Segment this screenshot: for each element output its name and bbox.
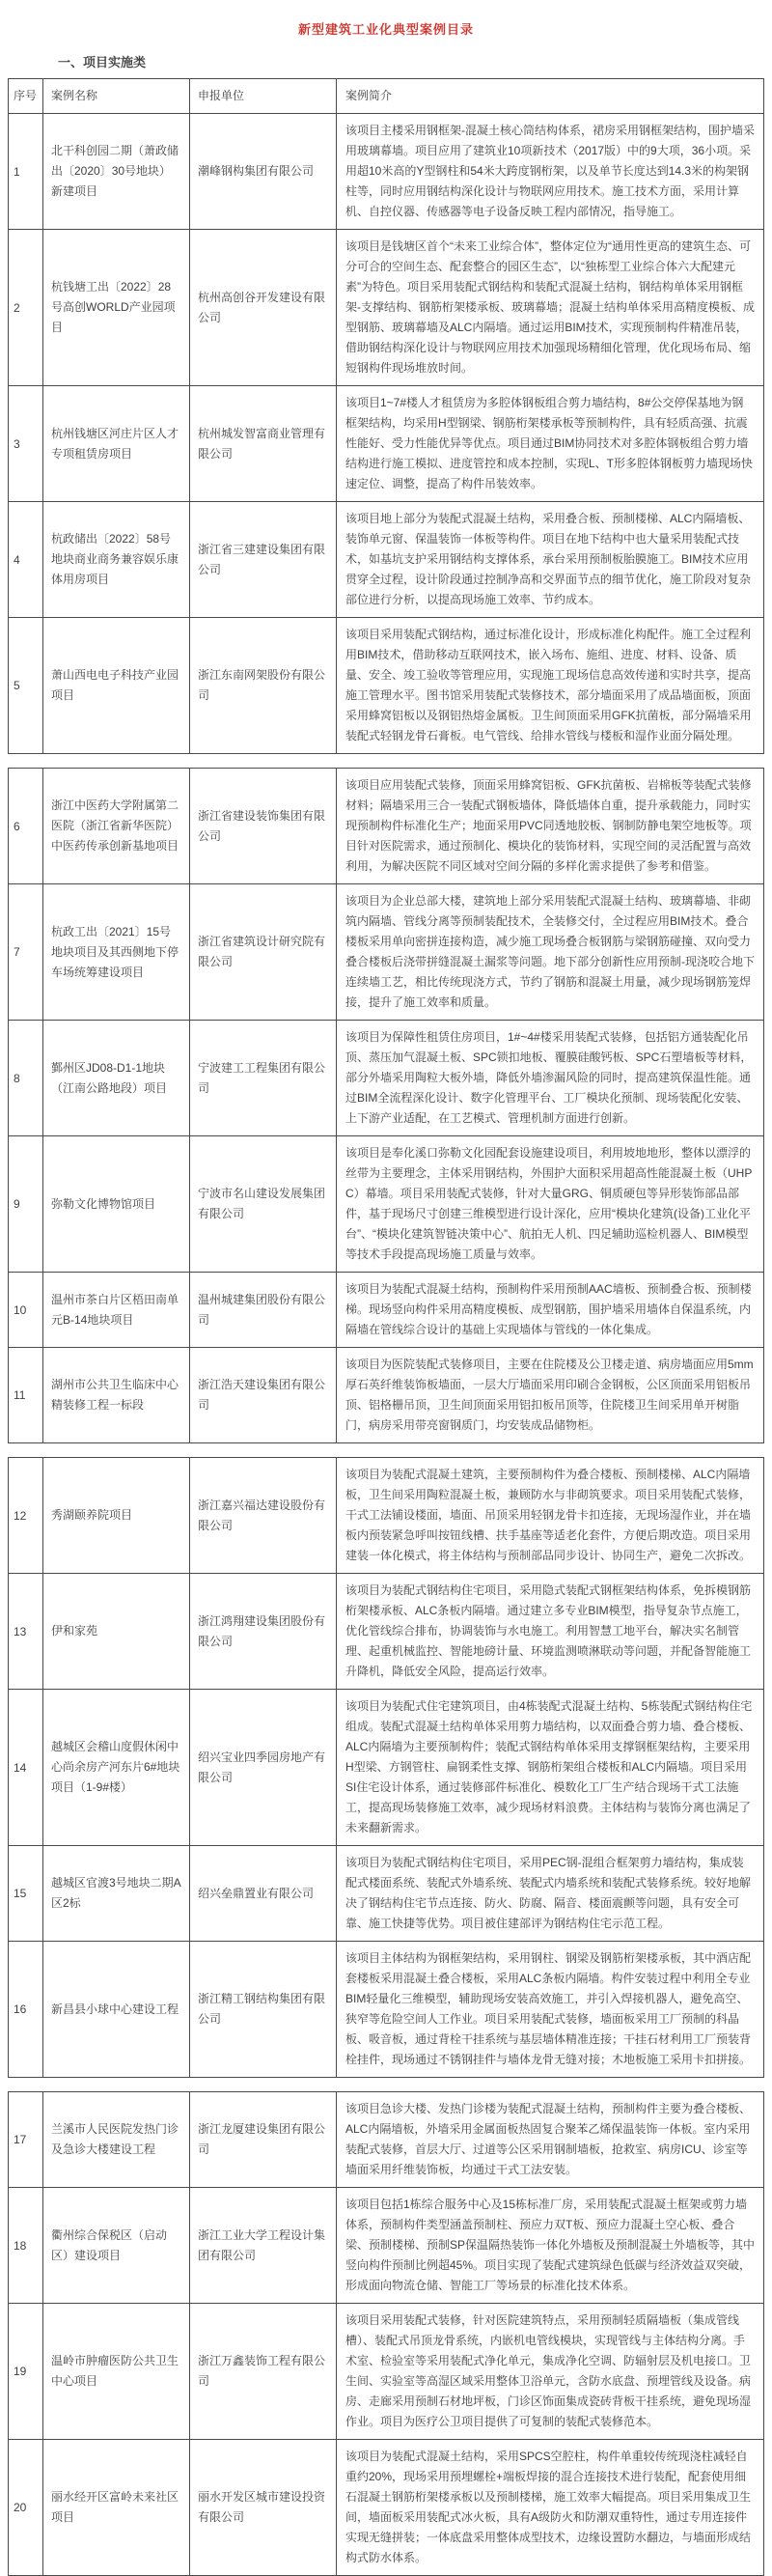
case-brief-cell: 该项目主楼采用钢框架-混凝土核心筒结构体系，裙房采用钢框架结构，围护墙采用玻璃幕墙。项目应用了建筑业10项新技术（2017版）中的9大项，36小项。采用超10米高的Y型钢柱和54米大跨度钢桁架，以及单节长度达到14.3米的构架钢柱等，同时应用钢结构深化设计与物联网应用技术。施工技术方面，采用计算机、自控仪器、传感器等电子设备反映工程内部情况，指导施工。 [337,114,764,230]
case-brief-cell: 该项目是钱塘区首个“未来工业综合体”，整体定位为“通用性更高的建筑生态、可分可合的空间生态、配套整合的园区生态”，以“独栋型工业综合体六大配建元素”为特色。项目采用装配式钢结构和装配式混凝土结构，钢结构单体采用钢框架-支撑结构、钢筋桁架楼承板、玻璃幕墙；混凝土结构单体采用高精度模板、成型钢筋、玻璃幕墙及ALC内隔墙。通过运用BIM技术，实现预制构件精准吊装，借助钢结构深化设计与物联网应用技术加强现场精细化管理，优化现场布局、缩短钢构件现场堆放时间。 [337,230,764,386]
table-blocks [8,78,764,2576]
case-number-cell: 12 [9,1458,43,1574]
column-header: 案例名称 [43,79,190,114]
applicant-cell: 浙江精工钢结构集团有限公司 [190,1942,337,2078]
table-row [9,114,764,230]
document-title: 新型建筑工业化典型案例目录 [297,22,474,37]
case-table-block [8,768,764,1443]
table-row [9,2092,764,2188]
case-name-cell: 北干科创园二期（萧政储出〔2020〕30号地块）新建项目 [43,114,190,230]
case-brief-cell: 该项目为保障性租赁住房项目，1#~4#楼采用装配式装修，包括铝方通装配化吊顶、蒸压加气混凝土板、SPC锁扣地板、覆膜硅酸钙板、SPC石塑墙板等材料，部分外墙采用陶粒大板外墙，降低外墙渗漏风险的同时，提高建筑保温性能。通过BIM全流程深化设计、数字化管理平台、工厂模块化预制、现场装配化安装、上下游产业适配，在工艺模式、管理机制方面进行创新。 [337,1021,764,1136]
case-number-cell: 4 [9,502,43,618]
case-name-cell: 新昌县小球中心建设工程 [43,1942,190,2078]
column-header: 案例简介 [337,79,764,114]
case-brief-cell: 该项目为装配式钢结构住宅项目，采用PEC钢-混组合框架剪力墙结构，集成装配式楼面系统、装配式外墙系统、装配式内墙系统和装配式装修系统。较好地解决了钢结构住宅节点连接、防火、防腐、隔音、楼面震颤等问题，具有安全可靠、施工快捷等优势。项目被住建部评为钢结构住宅示范工程。 [337,1846,764,1942]
section-heading: 一、项目实施类 [58,55,147,70]
applicant-cell: 潮峰钢构集团有限公司 [190,114,337,230]
case-number-cell: 18 [9,2188,43,2304]
case-brief-cell: 该项目为装配式钢结构住宅项目，采用隐式装配式钢框架结构体系，免拆模钢筋桁架楼承板、ALC条板内隔墙。通过建立多专业BIM模型，指导复杂节点施工，优化管线综合排布，协调装饰与水电施工。利用智慧工地平台，解决实名制管理、起重机械监控、智能地磅计量、环境监测喷淋联动等问题，并配备智能施工升降机，降低安全风险，提高运行效率。 [337,1574,764,1690]
case-number-cell: 14 [9,1690,43,1846]
case-number-cell: 10 [9,1273,43,1348]
column-header: 序号 [9,79,43,114]
table-row [9,386,764,502]
applicant-cell: 浙江省建设装饰集团有限公司 [190,769,337,884]
case-brief-cell: 该项目是奉化溪口弥勒文化园配套设施建设项目，利用坡地地形，整体以漂浮的丝带为主要理念，主体采用钢结构，外围护大面积采用超高性能混凝土板（UHPC）幕墙。项目采用装配式装修，针对大量GRG、铜质硬包等异形装饰部品部件，基于现场尺寸创建三维模型进行设计深化，应用“模块化建筑(设备)工业化平台”、“模块化建筑智链决策中心”、航拍无人机、四足辅助巡检机器人、BIM模型等技术手段提高现场施工质量与效率。 [337,1136,764,1273]
case-number-cell: 15 [9,1846,43,1942]
case-brief-cell: 该项目地上部分为装配式混凝土结构，采用叠合板、预制楼梯、ALC内隔墙板、装饰单元窗、保温装饰一体板等构件。项目在地下结构中也大量采用装配式技术，如基坑支护采用钢结构支撑体系，承台采用预制板胎膜施工。BIM技术应用贯穿全过程，设计阶段通过控制净高和交界面节点的细节优化，施工阶段对复杂部位进行分析，以提高现场施工效率、节约成本。 [337,502,764,618]
table-row [9,769,764,884]
case-number-cell: 6 [9,769,43,884]
case-name-cell: 杭钱塘工出〔2022〕28号高创WORLD产业园项目 [43,230,190,386]
applicant-cell: 浙江龙厦建设集团有限公司 [190,2092,337,2188]
applicant-cell: 绍兴宝业四季园房地产有限公司 [190,1690,337,1846]
applicant-cell: 宁波建工工程集团有限公司 [190,1021,337,1136]
case-brief-cell: 该项目为企业总部大楼，建筑地上部分采用装配式混凝土结构、玻璃幕墙、非砌筑内隔墙、管线分离等预制装配技术，全装修交付，全过程应用BIM技术。叠合楼板采用单向密拼连接构造，减少施工现场叠合板钢筋与梁钢筋碰撞、双向受力叠合楼板后浇带拼缝混凝土漏浆等问题。地下部分创新性应用预制-现浇咬合地下连续墙工艺，相比传统现浇方式，节约了钢筋和混凝土用量，减少现场钢筋笼焊接，提升了施工效率和质量。 [337,884,764,1021]
applicant-cell: 浙江鸿翔建设集团股份有限公司 [190,1574,337,1690]
case-table-block [8,78,764,754]
case-name-cell: 兰溪市人民医院发热门诊及急诊大楼建设工程 [43,2092,190,2188]
case-name-cell: 杭政储出〔2022〕58号地块商业商务兼容娱乐康体用房项目 [43,502,190,618]
table-row [9,1690,764,1846]
case-table-block [8,1457,764,2078]
case-number-cell: 7 [9,884,43,1021]
table-row [9,2188,764,2304]
table-row [9,1458,764,1574]
case-table-block [8,2091,764,2576]
applicant-cell: 浙江浩天建设集团有限公司 [190,1348,337,1443]
case-name-cell: 鄞州区JD08-D1-1地块（江南公路地段）项目 [43,1021,190,1136]
case-name-cell: 丽水经开区富岭未来社区项目 [43,2440,190,2576]
case-brief-cell: 该项目为医院装配式装修项目，主要在住院楼及公卫楼走道、病房墙面应用5mm厚石英纤维装饰板墙面，一层大厅墙面采用印刷合金钢板，公区顶面采用铝板吊顶、铝格栅吊顶，卫生间顶面采用铝扣板吊顶等，住院楼卫生间采用单开树脂门，病房采用带亮窗钢质门，均安装成品储物柜。 [337,1348,764,1443]
case-name-cell: 杭州钱塘区河庄片区人才专项租赁房项目 [43,386,190,502]
case-number-cell: 9 [9,1136,43,1273]
applicant-cell: 温州城建集团股份有限公司 [190,1273,337,1348]
case-name-cell: 衢州综合保税区（启动区）建设项目 [43,2188,190,2304]
applicant-cell: 浙江省建筑设计研究院有限公司 [190,884,337,1021]
table-row [9,1846,764,1942]
table-row [9,2304,764,2440]
table-row [9,1021,764,1136]
case-brief-cell: 该项目1~7#楼人才租赁房为多腔体钢板组合剪力墙结构，8#公交停保基地为钢框架结构，均采用H型钢梁、钢筋桁架楼承板等预制构件，具有轻质高强、抗震性能好、受力性能优异等优点。项目通过BIM协同技术对多腔体钢板组合剪力墙结构进行施工模拟、进度管控和成本控制，实现L、T形多腔体钢板剪力墙现场快速定位、调整，提高了构件吊装效率。 [337,386,764,502]
case-brief-cell: 该项目采用装配式钢结构，通过标准化设计，形成标准化构配件。施工全过程利用BIM技术，借助移动互联网技术，嵌入场布、施组、进度、材料、设备、质量、安全、竣工验收等管理应用，实现施工现场信息高效传递和实时共享，提高施工管理水平。图书馆采用装配式装修技术，部分墙面采用了成品墙面板，顶面采用蜂窝铝板以及钢铝热熔金属板。卫生间顶面采用GFK抗菌板，部分隔墙采用装配式轻钢龙骨石膏板。电气管线、给排水管线与楼板和湿作业面分隔处理。 [337,618,764,754]
table-row [9,1942,764,2078]
case-brief-cell: 该项目包括1栋综合服务中心及15栋标准厂房，采用装配式混凝土框架或剪力墙体系，预制构件类型涵盖预制柱、预应力双T板、预应力混凝土空心板、叠合梁、预制楼梯、预制SP保温隔热装饰一体化外墙板及预制混凝土外墙板等，其中竖向构件预制比例超45%。项目实现了装配式建筑绿色低碳与经济效益双突破，形成面向物流仓储、智能工厂等场景的标准化技术体系。 [337,2188,764,2304]
applicant-cell: 浙江省三建建设集团有限公司 [190,502,337,618]
table-row [9,1348,764,1443]
case-name-cell: 秀湖颐养院项目 [43,1458,190,1574]
case-number-cell: 8 [9,1021,43,1136]
case-number-cell: 1 [9,114,43,230]
case-name-cell: 萧山西电电子科技产业园项目 [43,618,190,754]
case-number-cell: 20 [9,2440,43,2576]
case-number-cell: 3 [9,386,43,502]
table-row [9,884,764,1021]
case-name-cell: 越城区会稽山度假休闲中心尚余房产河东片6#地块项目（1-9#楼） [43,1690,190,1846]
case-name-cell: 伊和家苑 [43,1574,190,1690]
case-brief-cell: 该项目采用装配式装修，针对医院建筑特点，采用预制轻质隔墙板（集成管线槽）、装配式吊顶龙骨系统，内嵌机电管线模块，实现管线与主体结构分离。手术室、检验室等采用装配式净化单元，集成净化空调、防辐射层及机电接口。卫生间、实验室等高湿区域采用整体卫浴单元，含防水底盘、预埋管线及设备。病房、走廊采用预制石材地坪板，门诊区饰面集成瓷砖背板干挂系统，避免现场湿作业。项目为医疗公卫项目提供了可复制的装配式装修范本。 [337,2304,764,2440]
applicant-cell: 杭州高创谷开发建设有限公司 [190,230,337,386]
applicant-cell: 丽水开发区城市建设投资有限公司 [190,2440,337,2576]
case-name-cell: 越城区官渡3号地块二期A区2标 [43,1846,190,1942]
applicant-cell: 浙江嘉兴福达建设股份有限公司 [190,1458,337,1574]
table-header-row [9,79,764,114]
applicant-cell: 浙江工业大学工程设计集团有限公司 [190,2188,337,2304]
applicant-cell: 浙江万鑫装饰工程有限公司 [190,2304,337,2440]
case-number-cell: 2 [9,230,43,386]
case-number-cell: 16 [9,1942,43,2078]
case-number-cell: 13 [9,1574,43,1690]
column-header: 申报单位 [190,79,337,114]
case-name-cell: 弥勒文化博物馆项目 [43,1136,190,1273]
table-row [9,230,764,386]
case-name-cell: 湖州市公共卫生临床中心精装修工程一标段 [43,1348,190,1443]
applicant-cell: 浙江东南网架股份有限公司 [190,618,337,754]
table-row [9,1136,764,1273]
case-number-cell: 17 [9,2092,43,2188]
table-row [9,1574,764,1690]
case-number-cell: 11 [9,1348,43,1443]
case-brief-cell: 该项目为装配式混凝土结构，预制构件采用预制AAC墙板、预制叠合板、预制楼梯。现场竖向构件采用高精度模板、成型钢筋，围护墙采用墙体自保温系统，内隔墙在管线综合设计的基础上实现墙体与管线的一体化集成。 [337,1273,764,1348]
case-name-cell: 温岭市肿瘤医防公共卫生中心项目 [43,2304,190,2440]
case-number-cell: 19 [9,2304,43,2440]
table-row [9,618,764,754]
case-name-cell: 温州市茶白片区梧田南单元B-14地块项目 [43,1273,190,1348]
applicant-cell: 宁波市名山建设发展集团有限公司 [190,1136,337,1273]
table-row [9,502,764,618]
applicant-cell: 绍兴垒鼎置业有限公司 [190,1846,337,1942]
case-name-cell: 浙江中医药大学附属第二医院（浙江省新华医院）中医药传承创新基地项目 [43,769,190,884]
case-brief-cell: 该项目为装配式混凝土结构，采用SPCS空腔柱，构件单重较传统现浇柱减轻自重约20%，现场采用预埋螺栓+端板焊接的混合连接技术进行装配，配套使用细石混凝土钢筋桁架楼承板以及预制楼梯，施工效率大幅提高。项目采用集成卫生间，墙面板采用装配式冰火板，具有A级防火和防潮双重特性，通过专用连接件实现无缝拼装；一体底盘采用整体成型技术，边缘设置防水翻边，与墙面形成结构式防水体系。 [337,2440,764,2576]
case-brief-cell: 该项目为装配式混凝土建筑，主要预制构件为叠合楼板、预制楼梯、ALC内隔墙板，卫生间采用陶粒混凝土板，兼顾防水与非砌筑要求。项目采用装配式装修，干式工法铺设楼面，墙面、吊顶采用轻钢龙骨卡扣连接，无现场湿作业，并在墙板内预装紧急呼叫按钮线槽、扶手基座等适老化套件，方便后期改造。项目采用建装一体化模式，将主体结构与预制部品同步设计、协同生产，避免二次拆改。 [337,1458,764,1574]
table-row [9,2440,764,2576]
case-brief-cell: 该项目为装配式住宅建筑项目，由4栋装配式混凝土结构、5栋装配式钢结构住宅组成。装配式混凝土结构单体采用剪力墙结构，以双面叠合剪力墙、叠合楼板、ALC内隔墙为主要预制构件；装配式钢结构单体采用支撑钢框架结构，主要采用H型梁、方钢管柱、扁钢柔性支撑、钢筋桁架组合楼板和ALC内隔墙。项目采用SI住宅设计体系，通过装修部件标准化、模数化工厂生产结合现场干式工法施工，提高现场装修施工效率，减少现场材料浪费。主体结构与装饰分离也满足了未来翻新需求。 [337,1690,764,1846]
case-brief-cell: 该项目急诊大楼、发热门诊楼为装配式混凝土结构，预制构件主要为叠合楼板、ALC内隔墙板，外墙采用金属面板热固复合聚苯乙烯保温装饰一体板。室内采用装配式装修，首层大厅、过道等公区采用钢制墙板，抢救室、病房ICU、诊室等墙面采用纤维装饰板，均通过干式工法安装。 [337,2092,764,2188]
case-brief-cell: 该项目应用装配式装修，顶面采用蜂窝铝板、GFK抗菌板、岩棉板等装配式装修材料；隔墙采用三合一装配式钢板墙体，降低墙体自重，提升承载能力，同时实现预制构件标准化生产；地面采用PVC同透地胶板、钢制防静电架空地板等。项目针对医院需求，通过预制化、模块化的装饰材料，实现空间的灵活配置与高效利用，为解决医院不同区域对空间分隔的多样化需求提供了参考和借鉴。 [337,769,764,884]
case-number-cell: 5 [9,618,43,754]
table-row [9,1273,764,1348]
case-name-cell: 杭政工出〔2021〕15号地块项目及其西侧地下停车场统筹建设项目 [43,884,190,1021]
case-brief-cell: 该项目主体结构为钢框架结构，采用钢柱、钢梁及钢筋桁架楼承板，其中酒店配套楼板采用混凝土叠合楼板，采用ALC条板内隔墙。构件安装过程中利用全专业BIM轻量化三维模型，辅助现场安装高效施工，并引入焊接机器人，避免高空、狭窄等危险空间人工作业。项目采用装配式装修，墙面板采用工厂预制的科晶板、吸音板，通过背栓干挂系统与基层墙体精准连接；干挂石材利用工厂预装背栓挂件，现场通过不锈钢挂件与墙体龙骨无缝对接；木地板施工采用卡扣拼接。 [337,1942,764,2078]
applicant-cell: 杭州城发智富商业管理有限公司 [190,386,337,502]
